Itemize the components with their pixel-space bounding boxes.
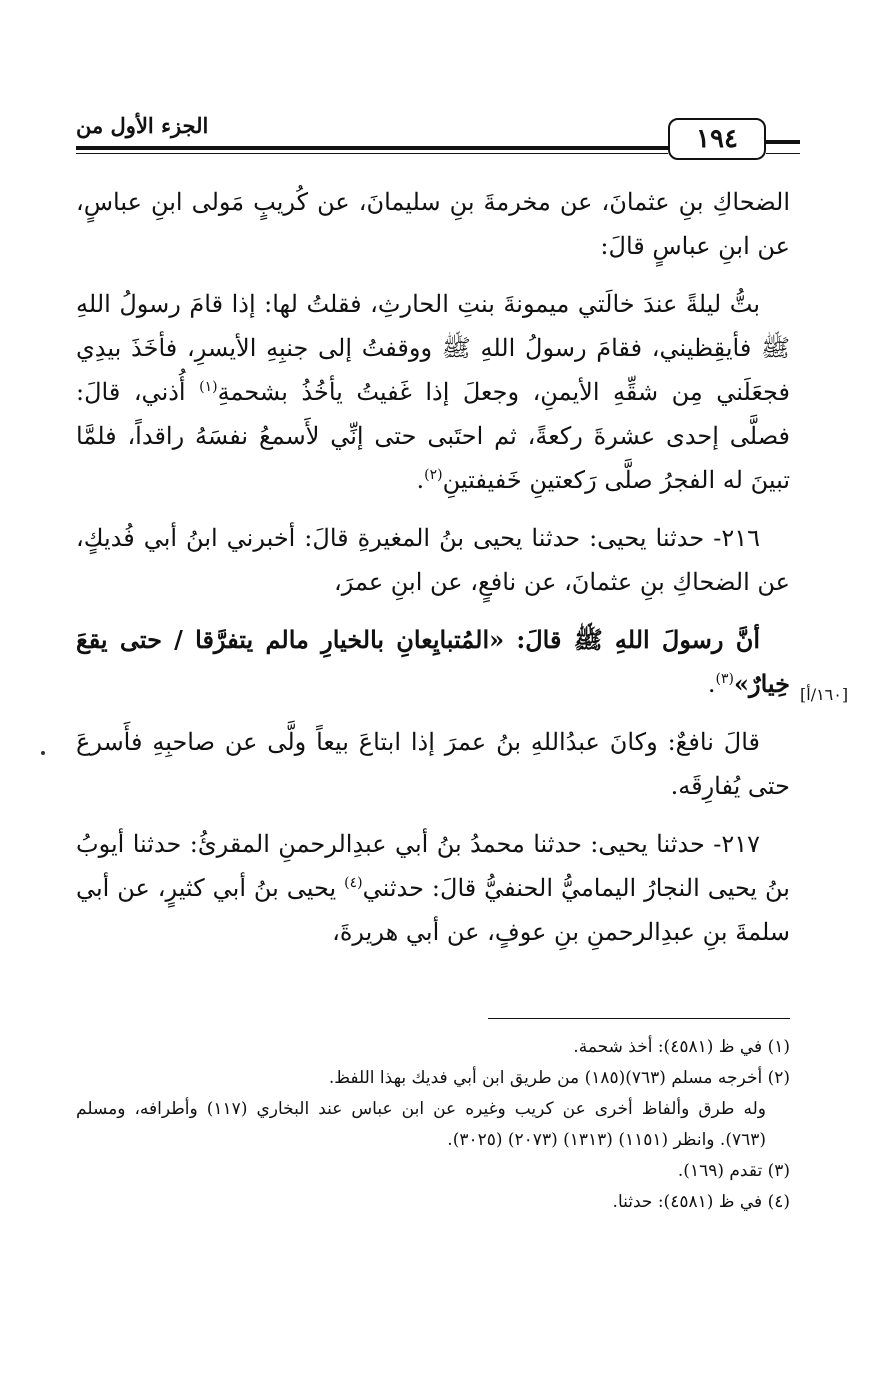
- footnotes: [76, 1032, 790, 1218]
- footnote-4: (٤) في ظ (٤٥٨١): حدثنا.: [612, 1192, 790, 1212]
- running-title: الجزء الأول من: [76, 113, 209, 138]
- nafi-comment: قالَ نافعٌ: وكانَ عبدُاللهِ بنُ عمرَ إذا ابتاعَ بيعاً ولَّى عن صاحبِهِ فأَسرعَ حتى يُفارِقَه.: [76, 728, 790, 800]
- page-header: [76, 106, 800, 166]
- paragraph-2-text-a: بتُّ ليلةً عندَ خالَتي ميمونةَ بنتِ الحارثِ، فقلتُ لها: إذا قامَ رسولُ اللهِ ﷺ فأيقِظيني، فقامَ رسولُ اللهِ ﷺ ووقفتُ إلى جنبِهِ الأيسرِ، فأخَذَ بيدِي فجعَلَني مِن شقِّهِ الأيمنِ، وجعلَ إذا غَفيتُ يأخُذُ بشحمةِ: [76, 290, 791, 406]
- page-number-frame: [668, 118, 766, 160]
- hadith-216-matn: [76, 618, 790, 706]
- paragraph-2: [76, 282, 790, 502]
- footnote-2-continuation: وله طرق وألفاظ أخرى عن كريب وغيره عن ابن عباس عند البخاري (١١٧) وأطرافه، ومسلم (٧٦٣). وانظر (١١٥١) (١٣١٣) (٢٠٧٣) (٣٠٢٥).: [76, 1099, 766, 1150]
- footnote-1: (١) في ظ (٤٥٨١): أخذ شحمة.: [573, 1037, 790, 1057]
- paragraph-1: الضحاكِ بنِ عثمانَ، عن مخرمةَ بنِ سليمانَ، عن كُريبٍ مَولى ابنِ عباسٍ، عن ابنِ عباسٍ قالَ:: [76, 188, 790, 260]
- hadith-217-text-a: ٢١٧- حدثنا يحيى: حدثنا محمدُ بنُ أبي عبدِالرحمنِ المقرئُ: حدثنا أيوبُ بنُ يحيى النجارُ اليماميُّ الحنفيُّ قالَ: حدثني: [76, 830, 790, 902]
- footnote-ref-3: (٣): [715, 671, 735, 687]
- footnote-ref-1: (١): [199, 379, 218, 395]
- hadith-217-isnad: [76, 822, 790, 954]
- header-rule-tab: [766, 140, 800, 154]
- stray-dot: [41, 751, 45, 755]
- paragraph-2-text-b: أُذني، قالَ: فصلَّى إحدى عشرةَ ركعةً، ثم احتَبى حتى إنِّي لأَسمعُ نفسَهُ راقداً، فلمَّا تبينَ له الفجرُ صلَّى رَكعتينِ خَفيفتينِ: [76, 378, 790, 494]
- page-number: ١٩٤: [696, 124, 738, 154]
- hadith-216-matn-end: .: [707, 670, 716, 698]
- hadith-217-text-b: يحيى بنُ أبي كثيرٍ، عن أبي سلمةَ بنِ عبدِالرحمنِ بنِ عوفٍ، عن أبي هريرةَ،: [76, 874, 790, 946]
- main-text: [76, 180, 790, 968]
- hadith-216-isnad: ٢١٦- حدثنا يحيى: حدثنا يحيى بنُ المغيرةِ قالَ: أخبرني ابنُ أبي فُديكٍ، عن الضحاكِ بنِ عثمانَ، عن نافعٍ، عن ابنِ عمرَ،: [76, 524, 790, 596]
- header-rule-thick: [76, 146, 668, 150]
- footnote-3: (٣) تقدم (١٦٩).: [677, 1161, 790, 1181]
- footnote-separator: [488, 1018, 790, 1019]
- footnote-ref-2: (٢): [424, 467, 443, 483]
- folio-margin-note: [١٦٠/أ]: [800, 685, 849, 704]
- paragraph-2-end: .: [416, 466, 425, 494]
- hadith-216-matn-text: أنَّ رسولَ اللهِ ﷺ قالَ: «المُتبايِعانِ بالخيارِ مالم يتفرَّقا / حتى يقعَ خِيارٌ»: [76, 625, 790, 698]
- header-rule-thin: [76, 153, 668, 154]
- footnote-2: (٢) أخرجه مسلم (٧٦٣)(١٨٥) من طريق ابن أبي فديك بهذا اللفظ.: [328, 1068, 790, 1088]
- footnote-ref-4: (٤): [344, 875, 363, 891]
